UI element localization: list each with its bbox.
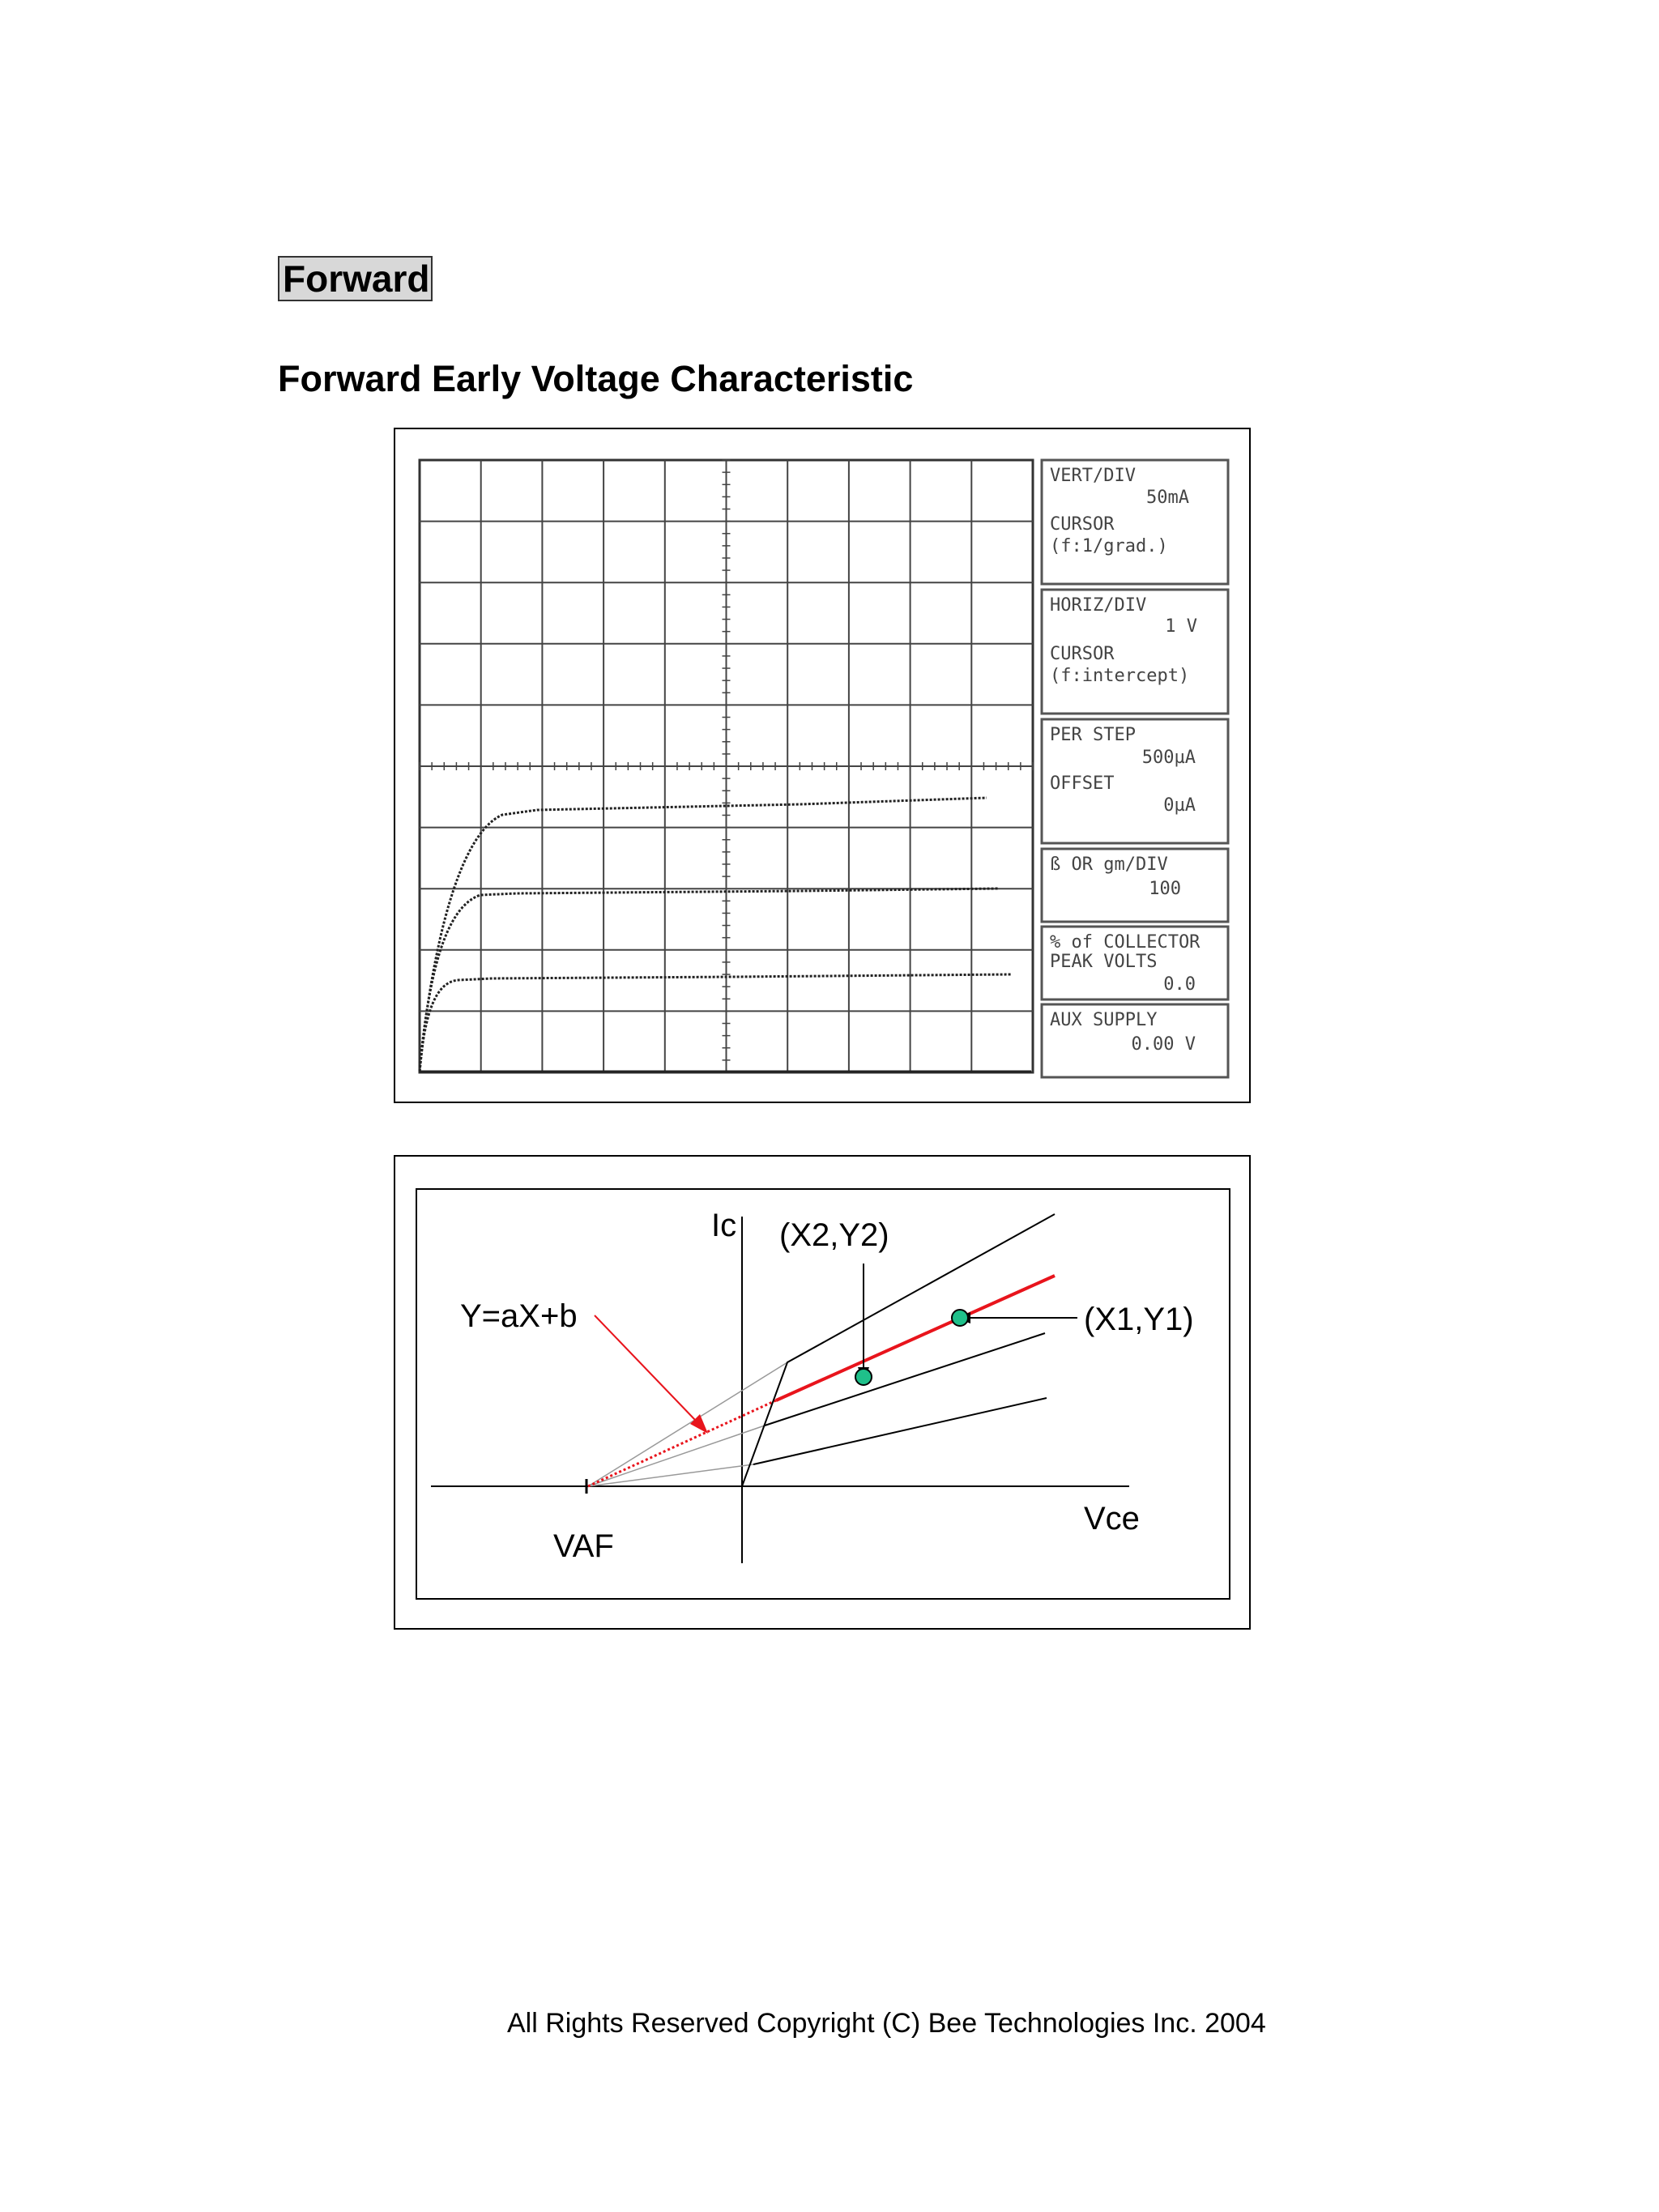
readout-text: 1 V — [1165, 616, 1197, 637]
readout-text: 0.0 — [1163, 974, 1196, 995]
vaf-label: VAF — [553, 1528, 614, 1564]
curve-tracer-figure — [394, 428, 1251, 1103]
equation-label: Y=aX+b — [460, 1298, 578, 1334]
readout-text: CURSOR — [1050, 514, 1115, 535]
scope-readout-panels — [1042, 460, 1228, 1077]
equation-arrow-shaft — [595, 1315, 695, 1420]
characteristic-curves — [742, 1214, 1055, 1486]
characteristic-curve — [742, 1214, 1055, 1486]
extrapolation-line — [588, 1464, 753, 1486]
readout-text: OFFSET — [1050, 774, 1115, 794]
characteristic-curve — [753, 1398, 1047, 1464]
readout-text: 100 — [1149, 879, 1181, 899]
readout-text: CURSOR — [1050, 644, 1115, 664]
vce-axis-label: Vce — [1084, 1501, 1140, 1536]
readout-text: PER STEP — [1050, 725, 1136, 745]
point2-label: (X2,Y2) — [779, 1217, 889, 1253]
trace-step-3 — [420, 798, 987, 1072]
copyright-footer: All Rights Reserved Copyright (C) Bee Technologies Inc. 2004 — [507, 2008, 1266, 2039]
readout-text: ß OR gm/DIV — [1050, 855, 1168, 875]
characteristic-curve — [765, 1333, 1045, 1426]
curve-tracer-screen — [395, 429, 1252, 1105]
trace-step-1 — [420, 974, 1011, 1072]
readout-text: % of COLLECTOR — [1050, 932, 1201, 953]
readout-text: 0.00 V — [1131, 1034, 1196, 1055]
point1-label: (X1,Y1) — [1084, 1302, 1194, 1337]
readout-text: (f:1/grad.) — [1050, 536, 1168, 556]
page-title: Forward Early Voltage Characteristic — [278, 358, 914, 399]
readout-text: AUX SUPPLY — [1050, 1010, 1158, 1030]
readout-text: 500µA — [1141, 748, 1196, 768]
extrapolation-lines — [588, 1362, 787, 1486]
readout-text: HORIZ/DIV — [1050, 595, 1147, 616]
section-tag: Forward — [278, 256, 433, 301]
trace-step-2 — [420, 889, 999, 1072]
readout-text: 0µA — [1163, 795, 1196, 816]
scope-grid — [420, 460, 1033, 1072]
ic-axis-label: Ic — [711, 1208, 737, 1243]
diagram-canvas — [395, 1157, 1252, 1631]
readout-text: 50mA — [1146, 488, 1189, 508]
extrapolation-line — [588, 1362, 787, 1486]
point1-marker — [952, 1310, 968, 1326]
extrapolation-line — [588, 1426, 765, 1486]
point2-marker — [855, 1369, 872, 1385]
readout-text: VERT/DIV — [1050, 466, 1136, 486]
fitted-line-red — [776, 1276, 1055, 1400]
early-voltage-diagram — [394, 1155, 1251, 1630]
readout-text: PEAK VOLTS — [1050, 952, 1158, 972]
readout-text: (f:intercept) — [1050, 666, 1190, 686]
